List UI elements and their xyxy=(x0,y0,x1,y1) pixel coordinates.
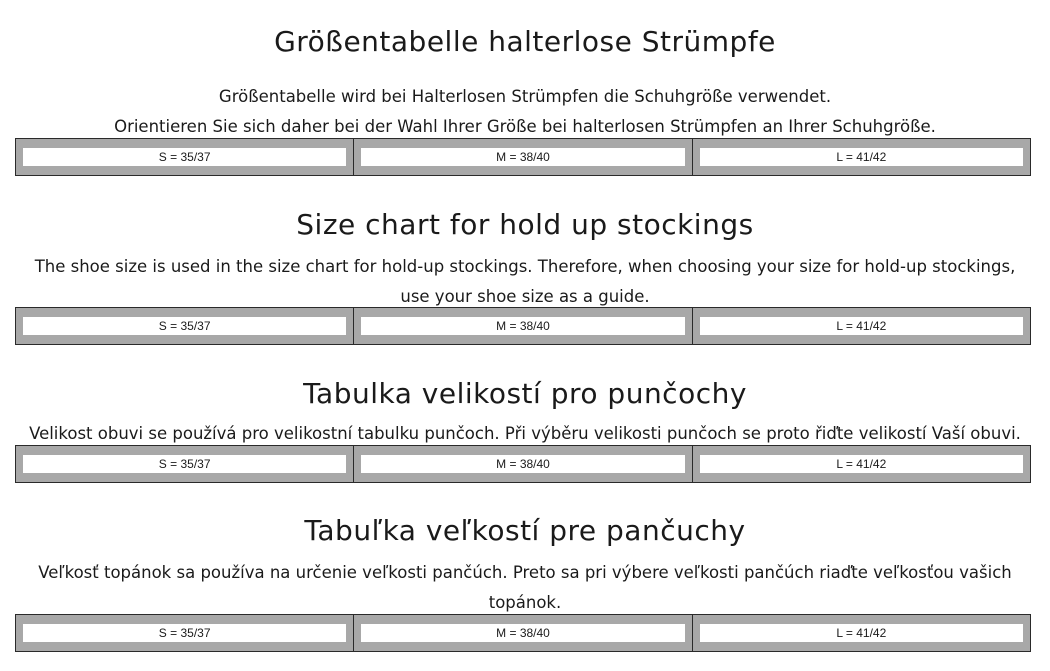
size-label: M = 38/40 xyxy=(361,148,684,166)
size-cell-s xyxy=(16,308,353,344)
size-cell-l xyxy=(692,446,1030,482)
size-cell-m xyxy=(353,446,691,482)
size-label: M = 38/40 xyxy=(361,624,684,642)
size-label: S = 35/37 xyxy=(23,148,346,166)
size-label: M = 38/40 xyxy=(361,455,684,473)
size-label: S = 35/37 xyxy=(23,317,346,335)
size-cell-l xyxy=(692,615,1030,651)
size-cell-m xyxy=(353,139,691,175)
section-description xyxy=(0,252,1050,312)
size-label: S = 35/37 xyxy=(23,624,346,642)
size-cell-s xyxy=(16,139,353,175)
section-title: Tabulka velikostí pro punčochy xyxy=(303,377,747,410)
size-cell-l xyxy=(692,139,1030,175)
size-cell-s xyxy=(16,615,353,651)
size-label: L = 41/42 xyxy=(700,624,1023,642)
section-description xyxy=(0,82,1050,142)
description-line: Velikost obuvi se používá pro velikostní tabulku punčoch. Při výběru velikosti punčoch se proto řiďte velikostí Vaší obuvi. xyxy=(29,424,1021,443)
section-title: Size chart for hold up stockings xyxy=(296,208,754,241)
size-label: M = 38/40 xyxy=(361,317,684,335)
description-line: topánok. xyxy=(488,593,562,612)
description-line: Orientieren Sie sich daher bei der Wahl Ihrer Größe bei halterlosen Strümpfen an Ihrer Schuhgröße. xyxy=(114,117,936,136)
description-line: Veľkosť topánok sa používa na určenie veľkosti pančúch. Preto sa pri výbere veľkosti pančúch riaďte veľkosťou vašich xyxy=(38,563,1012,582)
size-cell-s xyxy=(16,446,353,482)
description-line: The shoe size is used in the size chart for hold-up stockings. Therefore, when choosing your size for hold-up stockings, xyxy=(34,257,1016,276)
size-cell-m xyxy=(353,615,691,651)
size-label: S = 35/37 xyxy=(23,455,346,473)
section-description xyxy=(0,558,1050,618)
section-title: Tabuľka veľkostí pre pančuchy xyxy=(304,514,746,547)
size-cell-m xyxy=(353,308,691,344)
size-table xyxy=(15,614,1031,652)
size-table xyxy=(15,445,1031,483)
size-cell-l xyxy=(692,308,1030,344)
size-table xyxy=(15,307,1031,345)
size-label: L = 41/42 xyxy=(700,317,1023,335)
description-line: use your shoe size as a guide. xyxy=(400,287,650,306)
size-label: L = 41/42 xyxy=(700,148,1023,166)
size-table xyxy=(15,138,1031,176)
size-label: L = 41/42 xyxy=(700,455,1023,473)
description-line: Größentabelle wird bei Halterlosen Strümpfen die Schuhgröße verwendet. xyxy=(218,87,832,106)
section-title: Größentabelle halterlose Strümpfe xyxy=(274,25,776,58)
